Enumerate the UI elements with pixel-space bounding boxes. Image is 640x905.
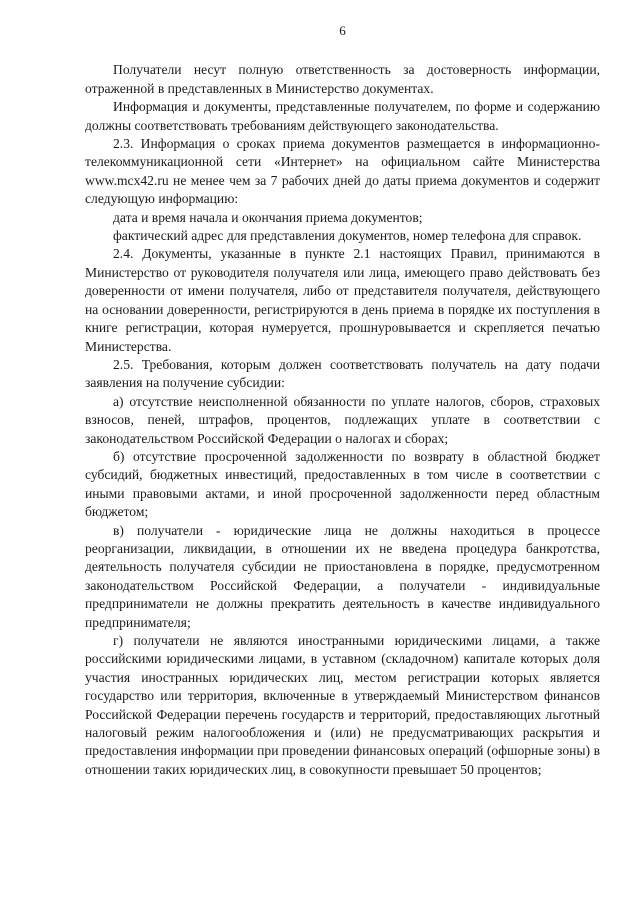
paragraph-2-5: 2.5. Требования, которым должен соответствовать получатель на дату подачи заявления на получение субсидии: (85, 356, 600, 391)
paragraph-2-3: 2.3. Информация о сроках приема документов размещается в информационно-телекоммуникационной сети «Интернет» на официальном сайте Министерства www.mcx42.ru не менее чем за 7 рабочих дней до даты приема документов и содержит следующую информацию: (85, 136, 600, 207)
paragraph-responsibility: Получатели несут полную ответственность за достоверность информации, отраженной в представленных в Министерство документах. (85, 62, 600, 96)
paragraph-item-b: б) отсутствие просроченной задолженности по возврату в областной бюджет субсидий, бюджетных инвестиций, предоставленных в том числе в соответствии с иными правовыми актами, и иной просроченной задолженности перед областным бюджетом; (85, 448, 600, 520)
paragraph-2-4: 2.4. Документы, указанные в пункте 2.1 настоящих Правил, принимаются в Министерство от руководителя получателя или лица, имеющего право действовать без доверенности от имени получателя, либо от представителя получателя, действующего на основании доверенности, регистрируются в день приема в порядке их поступления в книге регистрации, которая нумеруется, прошнуровывается и скрепляется печатью Министерства. (85, 246, 600, 354)
paragraph-item-g: г) получатели не являются иностранными юридическими лицами, а также российскими юридическими лицами, в уставном (складочном) капитале которых доля участия иностранных юридических лиц, местом регистрации которых является государство или территория, включенные в утверждаемый Министерством финансов Российской Федерации перечень государств и территорий, предоставляющих льготный налоговый режим налогообложения и (или) не предусматривающих раскрытия и предоставления информации при проведении финансовых операций (офшорные зоны) в отношении таких юридических лиц, в совокупности превышает 50 процентов; (85, 633, 600, 777)
paragraph-documents-form: Информация и документы, представленные получателем, по форме и содержанию должны соответствовать требованиям действующего законодательства. (85, 99, 600, 133)
paragraph-item-a: а) отсутствие неисполненной обязанности по уплате налогов, сборов, страховых взносов, пеней, штрафов, процентов, подлежащих уплате в соответствии с законодательством Российской Федерации о налогах и сборах; (85, 393, 600, 446)
page-number: 6 (339, 23, 346, 38)
paragraph-date-time: дата и время начала и окончания приема документов; (113, 209, 423, 225)
paragraph-item-v: в) получатели - юридические лица не должны находиться в процессе реорганизации, ликвидации, в отношении их не введена процедура банкротства, деятельность получателя субсидии не приостановлена в порядке, предусмотренном законодательством Российской Федерации, а получатели - индивидуальные предприниматели не должны прекратить деятельность в качестве индивидуального предпринимателя; (85, 522, 600, 630)
paragraph-address-phone: фактический адрес для представления документов, номер телефона для справок. (113, 228, 582, 244)
